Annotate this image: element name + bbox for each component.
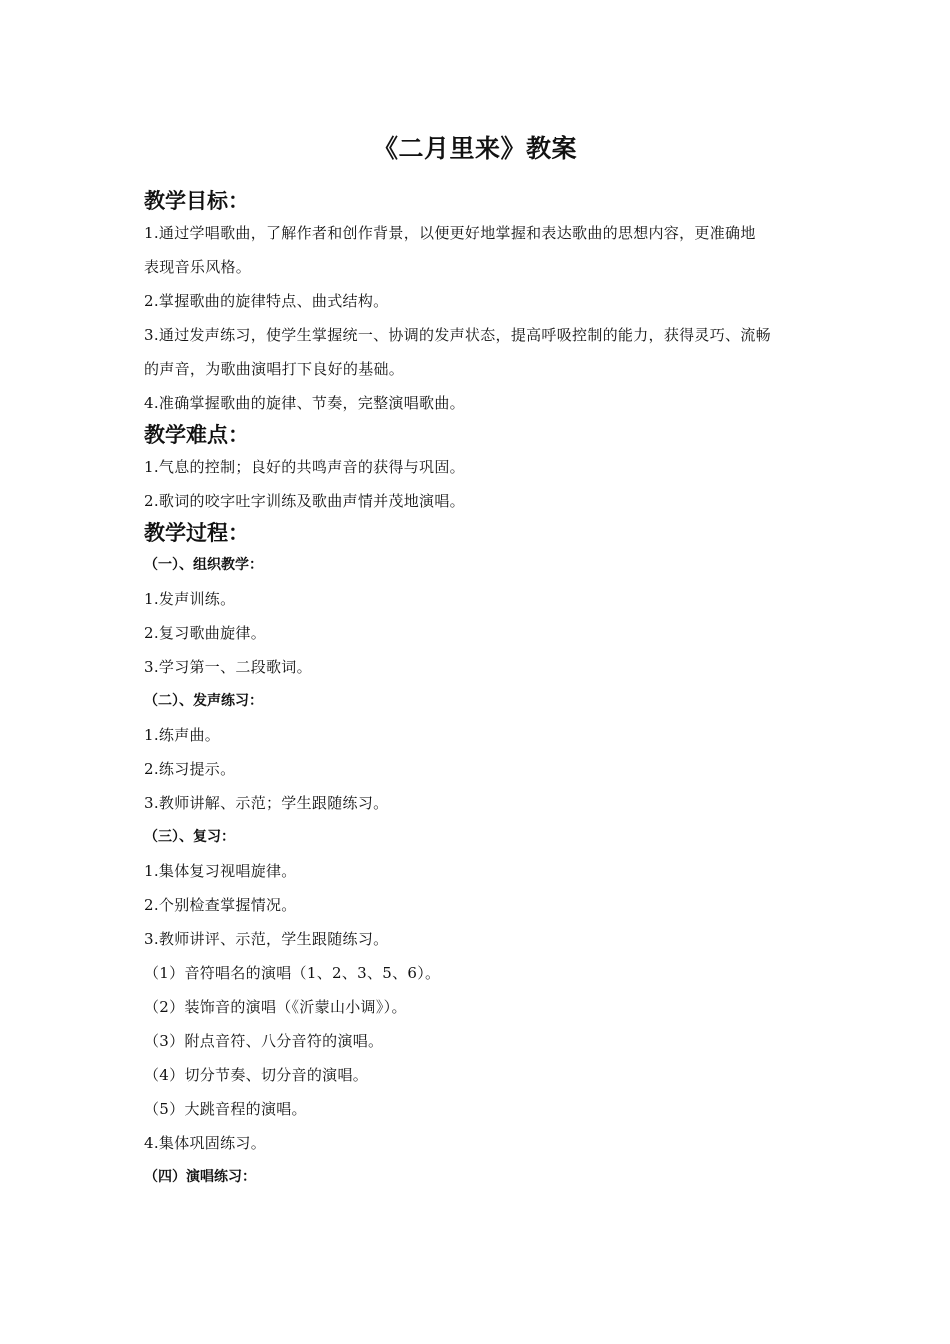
process-item: 4.集体巩固练习。 bbox=[144, 1134, 267, 1152]
process-item: 3.教师讲评、示范，学生跟随练习。 bbox=[144, 930, 389, 948]
document-body bbox=[144, 186, 810, 1194]
process-subitem: （4）切分节奏、切分音的演唱。 bbox=[144, 1066, 369, 1084]
page-title: 《二月里来》教案 bbox=[372, 134, 577, 163]
process-subitem: （5）大跳音程的演唱。 bbox=[144, 1100, 307, 1118]
process-item: 1.练声曲。 bbox=[144, 726, 221, 744]
goals-item: 表现音乐风格。 bbox=[144, 258, 252, 276]
difficulties-item: 1.气息的控制；良好的共鸣声音的获得与巩固。 bbox=[144, 458, 465, 476]
process-section-title: （一）、组织教学： bbox=[144, 557, 263, 573]
process-item: 1.集体复习视唱旋律。 bbox=[144, 862, 297, 880]
goals-heading: 教学目标： bbox=[144, 189, 249, 213]
process-subitem: （2）装饰音的演唱（《沂蒙山小调》）。 bbox=[144, 998, 407, 1016]
goals-item: 2.掌握歌曲的旋律特点、曲式结构。 bbox=[144, 292, 389, 310]
process-item: 1.发声训练。 bbox=[144, 590, 236, 608]
process-section-title: （三）、复习： bbox=[144, 829, 235, 845]
process-section-title: （四）演唱练习： bbox=[144, 1169, 256, 1185]
process-item: 2.复习歌曲旋律。 bbox=[144, 624, 267, 642]
goals-item: 1.通过学唱歌曲，了解作者和创作背景，以便更好地掌握和表达歌曲的思想内容，更准确地 bbox=[144, 224, 756, 242]
process-item: 3.教师讲解、示范；学生跟随练习。 bbox=[144, 794, 389, 812]
process-section-title: （二）、发声练习： bbox=[144, 693, 263, 709]
process-subitem: （3）附点音符、八分音符的演唱。 bbox=[144, 1032, 384, 1050]
difficulties-item: 2.歌词的咬字吐字训练及歌曲声情并茂地演唱。 bbox=[144, 492, 465, 510]
process-subitem: （1）音符唱名的演唱（1、2、3、5、6）。 bbox=[144, 964, 441, 982]
process-item: 2.个别检查掌握情况。 bbox=[144, 896, 297, 914]
process-item: 3.学习第一、二段歌词。 bbox=[144, 658, 312, 676]
difficulties-heading: 教学难点： bbox=[144, 423, 249, 447]
process-item: 2.练习提示。 bbox=[144, 760, 236, 778]
goals-item: 4.准确掌握歌曲的旋律、节奏，完整演唱歌曲。 bbox=[144, 394, 465, 412]
process-heading: 教学过程： bbox=[144, 521, 249, 545]
goals-item: 3.通过发声练习，使学生掌握统一、协调的发声状态，提高呼吸控制的能力，获得灵巧、流畅 bbox=[144, 326, 771, 344]
goals-item: 的声音，为歌曲演唱打下良好的基础。 bbox=[144, 360, 405, 378]
